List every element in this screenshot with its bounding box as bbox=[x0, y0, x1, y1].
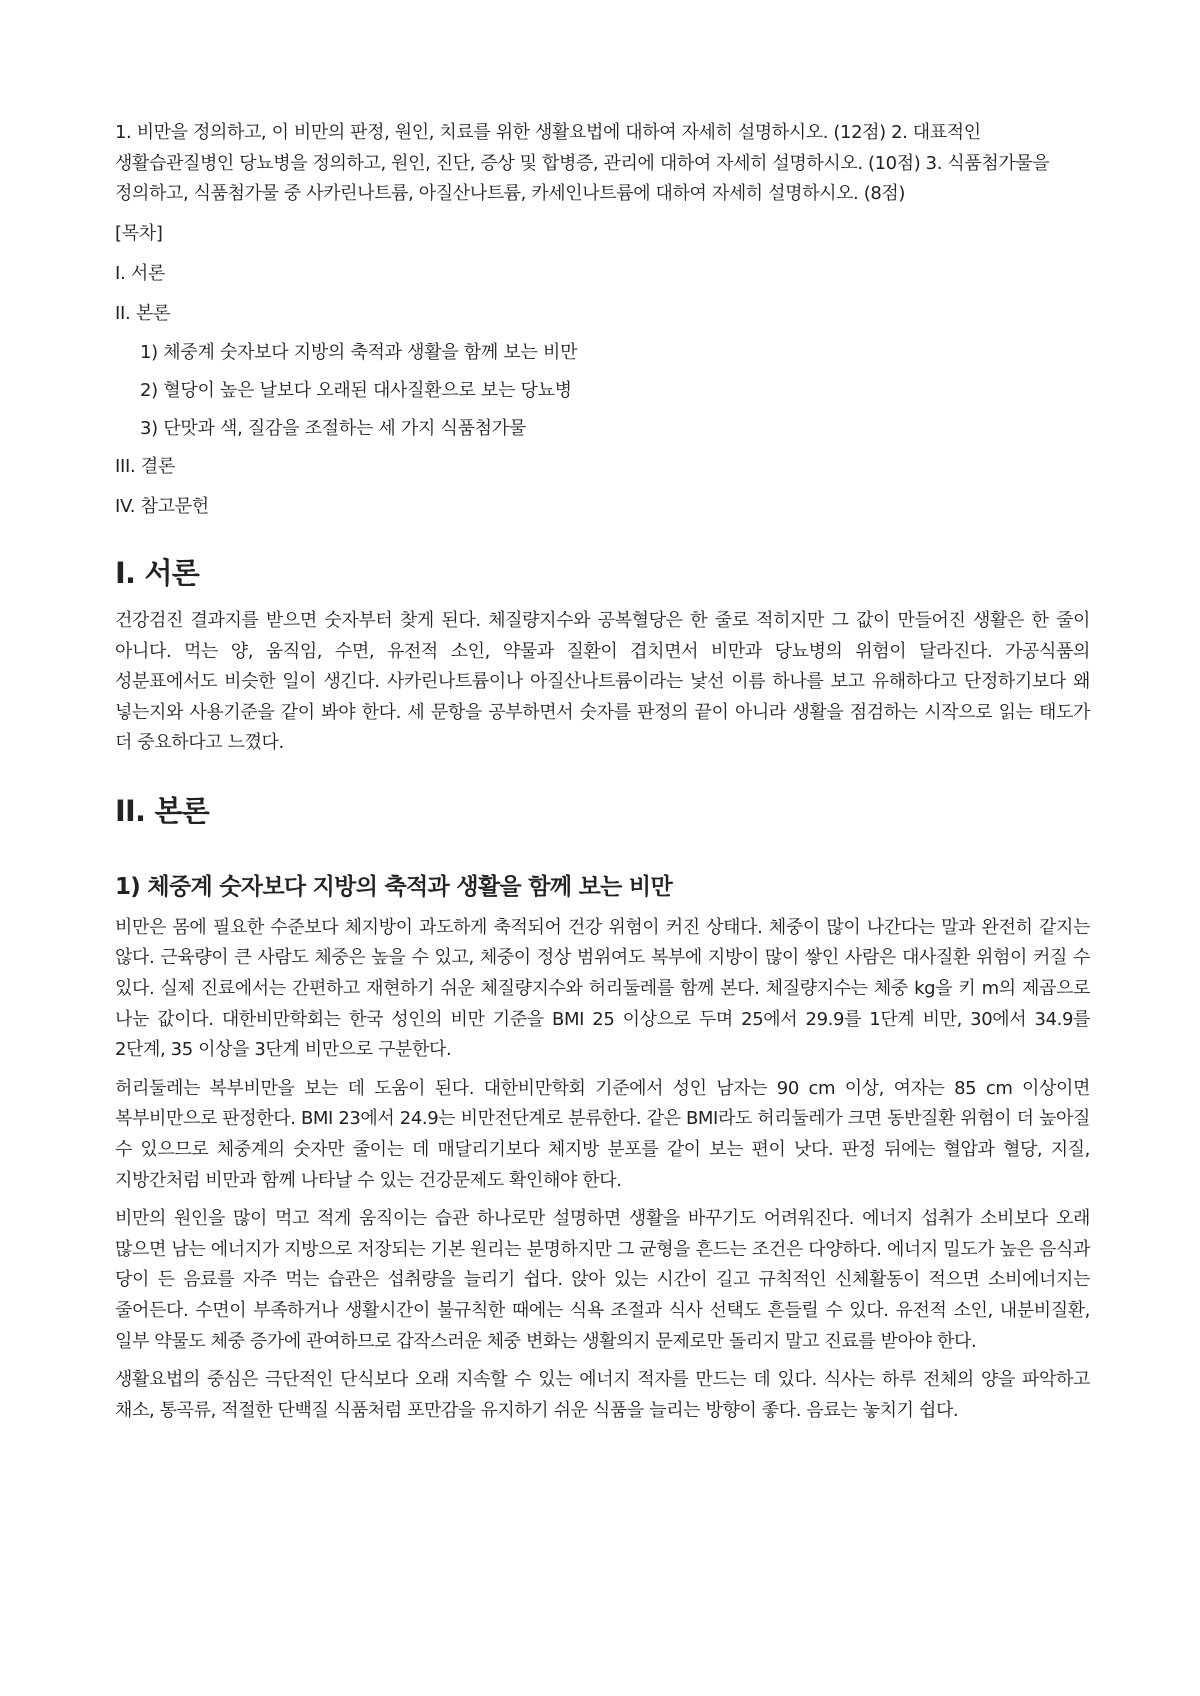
toc-item-conclusion: III. 결론 bbox=[115, 456, 176, 478]
assignment-prompt: 1. 비만을 정의하고, 이 비만의 판정, 원인, 치료를 위한 생활요법에 대하여 자세히 설명하시오. (12점) 2. 대표적인 생활습관질병인 당뇨병을 정의하고, 원인, 진단, 증상 및 합병증, 관리에 대하여 자세히 설명하시오. (10점) 3. 식품첨가물을 정의하고, 식품첨가물 중 사카린나트륨, 아질산나트륨, 카세인나트륨에 대하여 자세히 설명하시오. (8점) bbox=[115, 122, 1050, 205]
toc-item-intro: I. 서론 bbox=[115, 262, 166, 284]
toc-item-body: II. 본론 bbox=[115, 302, 171, 324]
toc-item-references: IV. 참고문헌 bbox=[115, 496, 209, 518]
lifestyle-therapy-paragraph: 생활요법의 중심은 극단적인 단식보다 오래 지속할 수 있는 에너지 적자를 만드는 데 있다. 식사는 하루 전체의 양을 파악하고 채소, 통곡류, 적절한 단백질 식품처럼 포만감을 유지하기 쉬운 식품을 늘리는 방향이 좋다. 음료는 놓치기 쉽다. bbox=[115, 1369, 1090, 1421]
obesity-definition-paragraph: 비만은 몸에 필요한 수준보다 체지방이 과도하게 축적되어 건강 위험이 커진 상태다. 체중이 많이 나간다는 말과 완전히 같지는 않다. 근육량이 큰 사람도 체중은 높을 수 있고, 체중이 정상 범위여도 복부에 지방이 많이 쌓인 사람은 대사질환 위험이 커질 수 있다. 실제 진료에서는 간편하고 재현하기 쉬운 체질량지수와 허리둘레를 함께 본다. 체질량지수는 체중 kg을 키 m의 제곱으로 나눈 값이다. 대한비만학회는 한국 성인의 비만 기준을 BMI 25 이상으로 두며 25에서 29.9를 1단계 비만, 30에서 34.9를 2단계, 35 이상을 3단계 비만으로 구분한다. bbox=[115, 916, 1090, 1061]
section-obesity-heading: 1) 체중계 숫자보다 지방의 축적과 생활을 함께 보는 비만 bbox=[115, 873, 672, 900]
table-of-contents bbox=[115, 220, 1090, 521]
intro-paragraph: 건강검진 결과지를 받으면 숫자부터 찾게 된다. 체질량지수와 공복혈당은 한 줄로 적히지만 그 값이 만들어진 생활은 한 줄이 아니다. 먹는 양, 움직임, 수면, 유전적 소인, 약물과 질환이 겹치면서 비만과 당뇨병의 위험이 달라진다. 가공식품의 성분표에서도 비슷한 일이 생긴다. 사카린나트륨이나 아질산나트륨이라는 낯선 이름 하나를 보고 유해하다고 단정하기보다 왜 넣는지와 사용기준을 같이 봐야 한다. 세 문항을 공부하면서 숫자를 판정의 끝이 아니라 생활을 점검하는 시작으로 읽는 태도가 더 중요하다고 느꼈다. bbox=[115, 609, 1090, 754]
toc-subitem-obesity: 1) 체중계 숫자보다 지방의 축적과 생활을 함께 보는 비만 bbox=[140, 342, 578, 364]
toc-title: [목차] bbox=[115, 222, 163, 244]
intro-heading: I. 서론 bbox=[115, 555, 199, 590]
toc-subitem-diabetes: 2) 혈당이 높은 날보다 오래된 대사질환으로 보는 당뇨병 bbox=[140, 380, 572, 402]
body-heading: II. 본론 bbox=[115, 793, 209, 828]
obesity-causes-paragraph: 비만의 원인을 많이 먹고 적게 움직이는 습관 하나로만 설명하면 생활을 바꾸기도 어려워진다. 에너지 섭취가 소비보다 오래 많으면 남는 에너지가 지방으로 저장되는 기본 원리는 분명하지만 그 균형을 흔드는 조건은 다양하다. 에너지 밀도가 높은 음식과 당이 든 음료를 자주 먹는 습관은 섭취량을 늘리기 쉽다. 앉아 있는 시간이 길고 규칙적인 신체활동이 적으면 소비에너지는 줄어든다. 수면이 부족하거나 생활시간이 불규칙한 때에는 식욕 조절과 식사 선택도 흔들릴 수 있다. 유전적 소인, 내분비질환, 일부 약물도 체중 증가에 관여하므로 갑작스러운 체중 변화는 생활의지 문제로만 돌리지 말고 진료를 받아야 한다. bbox=[115, 1208, 1090, 1352]
toc-subitem-additives: 3) 단맛과 색, 질감을 조절하는 세 가지 식품첨가물 bbox=[140, 418, 526, 440]
waist-circumference-paragraph: 허리둘레는 복부비만을 보는 데 도움이 된다. 대한비만학회 기준에서 성인 남자는 90 cm 이상, 여자는 85 cm 이상이면 복부비만으로 판정한다. BMI 23에서 24.9는 비만전단계로 분류한다. 같은 BMI라도 허리둘레가 크면 동반질환 위험이 더 높아질 수 있으므로 체중계의 숫자만 줄이는 데 매달리기보다 체지방 분포를 같이 보는 편이 낫다. 판정 뒤에는 혈압과 혈당, 지질, 지방간처럼 비만과 함께 나타날 수 있는 건강문제도 확인해야 한다. bbox=[115, 1077, 1090, 1191]
